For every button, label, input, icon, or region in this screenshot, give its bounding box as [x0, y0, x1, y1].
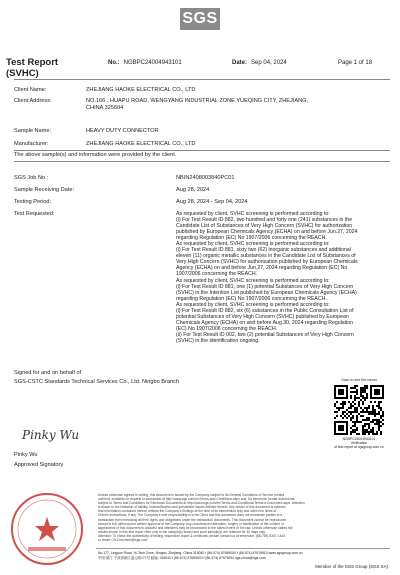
divider [14, 150, 390, 151]
test-requested-line: regarding Regulation (EC) No 1907/2006 concerning the REACH. [176, 295, 327, 302]
client-address-line1: NO.166 , HUAPU ROAD, WENGYANG INDUSTRIAL ZONE YUEQING CITY, ZHEJIANG, [86, 98, 309, 104]
client-address-label: Client Address: [14, 98, 52, 104]
fine-print-line: results shown in this test report refer only to the sample(s) tested and such sample(s) are retained for 30 days only. [98, 529, 266, 534]
fine-print-line: Attention: To check the authenticity of testing /inspection report & certificate, please contact us at telephone: (86-755) 8307 1443, [98, 533, 286, 538]
qr-id-line2: Verification [350, 441, 368, 445]
test-requested-line: published by European Chemicals Agency (ECHA) on and before Jun.27, 2024 [176, 229, 358, 236]
member-note: Member of the SGS Group (SGS SA) [315, 564, 388, 569]
fine-print-line: appearance of this document is unlawful and offenders may be prosecuted to the fullest extent of the law. Unless otherwise stated the [98, 525, 293, 530]
divider [14, 79, 390, 80]
test-requested-line: As requested by client, SVHC screening is performed according to: [176, 241, 330, 248]
signatory-title: Approved Signatory [14, 462, 64, 468]
receiving-date-value: Aug 28, 2024 [176, 187, 210, 193]
test-requested-line: (SVHC) in the Intention List published by European Chemicals Agency (ECHA) [176, 289, 357, 296]
qr-caption: Scan to see the report [341, 378, 377, 382]
fine-print-line: Client's instructions, if any. The Company's sole responsibility is to its Client and this document does not exonerate parties to a [98, 513, 283, 518]
testing-period-value: Aug 28, 2024 - Sep 04, 2024 [176, 199, 248, 205]
test-requested-line: (ii) For Test Result ID 002, two (2) potential Substances of Very High Concern [176, 331, 354, 338]
client-address-line2: CHINA 325604 [86, 105, 124, 111]
test-requested-line: (i) For Test Result ID 881, one (1) potential Substances of Very High Concern [176, 283, 354, 290]
signatory-name: Pinky Wu [14, 452, 38, 458]
test-requested-line: As requested by client, SVHC screening is performed according to: [176, 211, 330, 217]
footer-address [98, 551, 390, 560]
signed-for-label: Signed for and on behalf of [14, 370, 82, 376]
fine-print-line: Unless otherwise agreed in writing, this document is issued by the Company subject to its General Conditions of Service printed [98, 493, 285, 497]
report-title-line1: Test Report [6, 57, 59, 68]
sample-name-label: Sample Name: [14, 128, 51, 134]
page-number: Page 1 of 18 [338, 60, 373, 66]
footer-line2: 中国·浙江·宁波高新区凌云路177号 邮编: 315040 t (86-574) 87659000 f (86-574) 87676910 sgs.china@sgs.com [98, 555, 266, 560]
test-requested-line: potential Substances of Very High Concern (SVHC) published by European [176, 313, 349, 320]
report-date [232, 60, 287, 66]
test-requested-line: (EC) No 1907/2006 concerning the REACH. [176, 325, 278, 332]
fine-print-line: except in full, without prior written approval of the Company. Any unauthorized alteration, forgery or falsification of the content or [98, 521, 284, 526]
test-requested-line: (i) For Test Result ID 882, two hundred and forty one (241) substances in the [176, 217, 353, 224]
fine-print-line: is drawn to the limitation of liability, indemnification and jurisdiction issues defined therein. Any holder of this document is advised [98, 505, 286, 510]
report-number-value: NGBPC24004943101 [123, 60, 182, 66]
report-date-label: Date: [232, 60, 248, 66]
test-requested-label: Test Requested: [14, 211, 55, 217]
manufacturer-value: ZHEJIANG HAOKE ELECTRICAL CO., LTD [86, 141, 196, 147]
test-requested-line: (i) For Test Result ID 882, six (6) substances in the Public Consultation List of [176, 307, 354, 314]
report-number-label: No.: [108, 60, 120, 66]
test-requested-line: As requested by client, SVHC screening is performed according to: [176, 277, 330, 284]
test-requested-line: (i) For Test Result ID 881, sixty two (62) inorganic substances and additional [176, 247, 351, 254]
company-seal-icon [10, 492, 84, 566]
signatory-company: SGS-CSTC Standards Technical Services Co., Ltd. Ningbo Branch [14, 379, 179, 385]
sample-name-value: HEAVY DUTY CONNECTOR [86, 128, 159, 134]
client-name-label: Client Name: [14, 87, 47, 93]
fine-print-line: overleaf, available on request or accessible at http://www.sgs.com/en/Terms-and-Conditions.aspx and, for electronic format documents, [98, 497, 296, 502]
terms-fine-print [98, 493, 390, 542]
test-requested-line: (SVHC) in the identification ongoing. [176, 337, 260, 344]
signature-image: Pinky Wu [22, 428, 80, 442]
manufacturer-label: Manufacturer: [14, 141, 49, 147]
test-requested-line: Chemicals Agency (ECHA) on and before Aug.30, 2024 regarding Regulation [176, 319, 354, 326]
client-address-value [86, 98, 386, 112]
qr-id-line3: of test report at sgsgroup.com.cn [334, 445, 384, 449]
sgs-logo: SGS [180, 8, 220, 30]
qr-id-line1: NGBPC24004943101 [342, 437, 376, 441]
report-number [108, 60, 182, 66]
fine-print-line: that information contained hereon reflects the Company's findings at the time of its intervention only and within the limits of [98, 509, 277, 514]
test-requested-text [176, 211, 390, 344]
fine-print-line: subject to Terms and Conditions for Electronic Documents at http://www.sgs.com/en/Terms-and-Conditions/Terms-e-Document.aspx. Attention [98, 501, 305, 506]
report-title-line2: (SVHC) [6, 68, 39, 79]
client-name-value: ZHEJIANG HAOKE ELECTRICAL CO., LTD [86, 87, 196, 93]
footer-line1: No.177, Lingyun Road, Hi-Tech Zone, Ningbo, Zhejiang, China 315040 t (86-574) 87659000 f (86-574) 87676910 www.sgsgroup.com.cn [98, 551, 303, 555]
divider [96, 548, 390, 549]
job-number-label: SGS Job No.: [14, 175, 49, 181]
fine-print-line: transaction from exercising all their rights and obligations under the transaction documents. This document cannot be reproduced [98, 517, 287, 522]
receiving-date-label: Sample Receiving Date: [14, 187, 75, 193]
qr-code-icon[interactable] [334, 385, 384, 435]
test-requested-line: As requested by client, SVHC screening is performed according to: [176, 301, 330, 308]
job-number-value: NBIN2408003840PC01 [176, 175, 235, 181]
sample-note: The above sample(s) and information were provided by the client. [14, 152, 177, 158]
test-requested-line: Very High Concern (SVHC) for authorization published by European Chemicals [176, 259, 358, 266]
test-requested-line: 1907/2006 concerning the REACH. [176, 271, 258, 278]
report-date-value: Sep 04, 2024 [251, 60, 287, 66]
fine-print-line: or email: CN.Doccheck@sgs.com [98, 538, 148, 543]
test-requested-line: Agency (ECHA) on and before Jun.27, 2024 regarding Regulation (EC) No [176, 265, 348, 272]
report-title [6, 57, 58, 79]
test-requested-line: regarding Regulation (EC) No 1907/2006 concerning the REACH. [176, 235, 327, 242]
divider [14, 161, 390, 162]
test-requested-line: Candidate List of Substances of Very High Concern (SVHC) for authorization [176, 223, 353, 230]
test-requested-line: eleven (11) organic metallic substances in the Candidate List of Substances of [176, 253, 356, 260]
testing-period-label: Testing Period: [14, 199, 52, 205]
qr-id [334, 437, 384, 449]
